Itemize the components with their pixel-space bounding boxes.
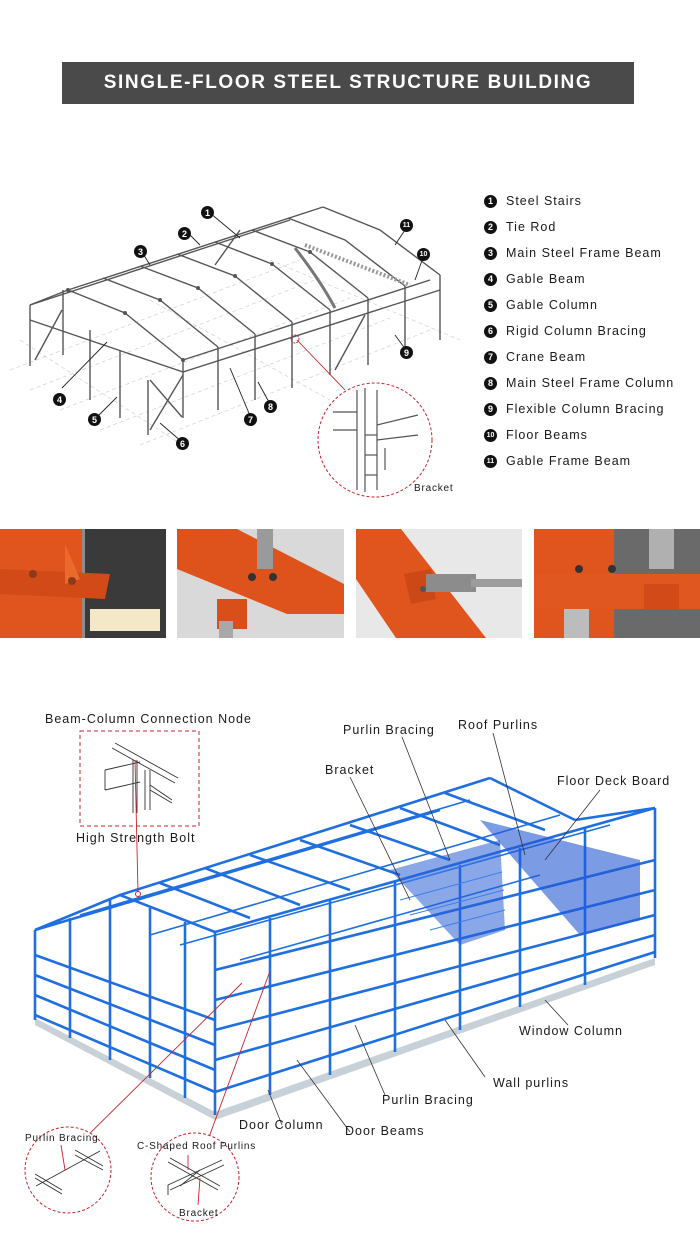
title-banner xyxy=(62,62,634,104)
legend-item xyxy=(484,396,700,422)
callout-10: 10 xyxy=(417,248,430,261)
legend-badge: 3 xyxy=(484,247,497,260)
legend-label: Gable Frame Beam xyxy=(506,454,632,468)
legend-badge: 2 xyxy=(484,221,497,234)
legend-label: Tie Rod xyxy=(506,220,557,234)
bracket-detail-label: Bracket xyxy=(414,483,454,494)
label-purlin-bracing-bottom: Purlin Bracing xyxy=(382,1093,474,1107)
callout-3: 3 xyxy=(134,245,147,258)
legend-item xyxy=(484,448,700,474)
legend-item xyxy=(484,344,700,370)
legend-badge: 5 xyxy=(484,299,497,312)
label-roof-purlins: Roof Purlins xyxy=(458,718,539,732)
legend-badge: 7 xyxy=(484,351,497,364)
steel-frame-drawing xyxy=(0,190,470,500)
photo-2-image xyxy=(177,529,344,638)
callout-7: 7 xyxy=(244,413,257,426)
callout-1: 1 xyxy=(201,206,214,219)
legend-item xyxy=(484,214,700,240)
label-bracket: Bracket xyxy=(325,763,375,777)
label-detail-bracket: Bracket xyxy=(179,1208,219,1219)
blue-structure-diagram xyxy=(0,700,700,1246)
legend-label: Flexible Column Bracing xyxy=(506,402,665,416)
label-door-beams: Door Beams xyxy=(345,1124,425,1138)
callout-6: 6 xyxy=(176,437,189,450)
legend-badge: 9 xyxy=(484,403,497,416)
legend-item xyxy=(484,292,700,318)
callout-2: 2 xyxy=(178,227,191,240)
legend-item xyxy=(484,188,700,214)
photo-1-image xyxy=(0,529,166,638)
legend-item xyxy=(484,266,700,292)
legend-item xyxy=(484,240,700,266)
legend-item xyxy=(484,370,700,396)
photo-tie-rod xyxy=(356,529,522,638)
legend-label: Crane Beam xyxy=(506,350,587,364)
legend-label: Steel Stairs xyxy=(506,194,582,208)
label-floor-deck-board: Floor Deck Board xyxy=(557,774,671,788)
legend-label: Gable Beam xyxy=(506,272,586,286)
photo-purlin-connection xyxy=(534,529,700,638)
legend-badge: 1 xyxy=(484,195,497,208)
label-door-column: Door Column xyxy=(239,1118,324,1132)
photo-column-base xyxy=(0,529,166,638)
photo-bracing-joint xyxy=(177,529,344,638)
callout-5: 5 xyxy=(88,413,101,426)
legend-badge: 11 xyxy=(484,455,497,468)
legend-label: Gable Column xyxy=(506,298,598,312)
steel-frame-diagram xyxy=(0,190,470,500)
label-purlin-bracing-top: Purlin Bracing xyxy=(343,723,435,737)
label-detail-c-shaped-roof-purlins: C-Shaped Roof Purlins xyxy=(137,1141,257,1152)
callout-4: 4 xyxy=(53,393,66,406)
component-legend xyxy=(484,188,700,474)
callout-11: 11 xyxy=(400,219,413,232)
callout-9: 9 xyxy=(400,346,413,359)
label-wall-purlins: Wall purlins xyxy=(493,1076,570,1090)
legend-item xyxy=(484,422,700,448)
legend-badge: 4 xyxy=(484,273,497,286)
photo-3-image xyxy=(356,529,522,638)
legend-label: Rigid Column Bracing xyxy=(506,324,647,338)
page-title: SINGLE-FLOOR STEEL STRUCTURE BUILDING xyxy=(103,72,593,93)
legend-label: Main Steel Frame Beam xyxy=(506,246,662,260)
legend-badge: 10 xyxy=(484,429,497,442)
legend-badge: 6 xyxy=(484,325,497,338)
callout-8: 8 xyxy=(264,400,277,413)
label-detail-purlin-bracing: Purlin Bracing xyxy=(25,1133,99,1144)
legend-item xyxy=(484,318,700,344)
legend-label: Main Steel Frame Column xyxy=(506,376,675,390)
legend-label: Floor Beams xyxy=(506,428,588,442)
label-beam-column-node: Beam-Column Connection Node xyxy=(45,712,252,726)
photo-4-image xyxy=(534,529,700,638)
legend-badge: 8 xyxy=(484,377,497,390)
label-high-strength-bolt: High Strength Bolt xyxy=(76,831,196,845)
label-window-column: Window Column xyxy=(519,1024,624,1038)
